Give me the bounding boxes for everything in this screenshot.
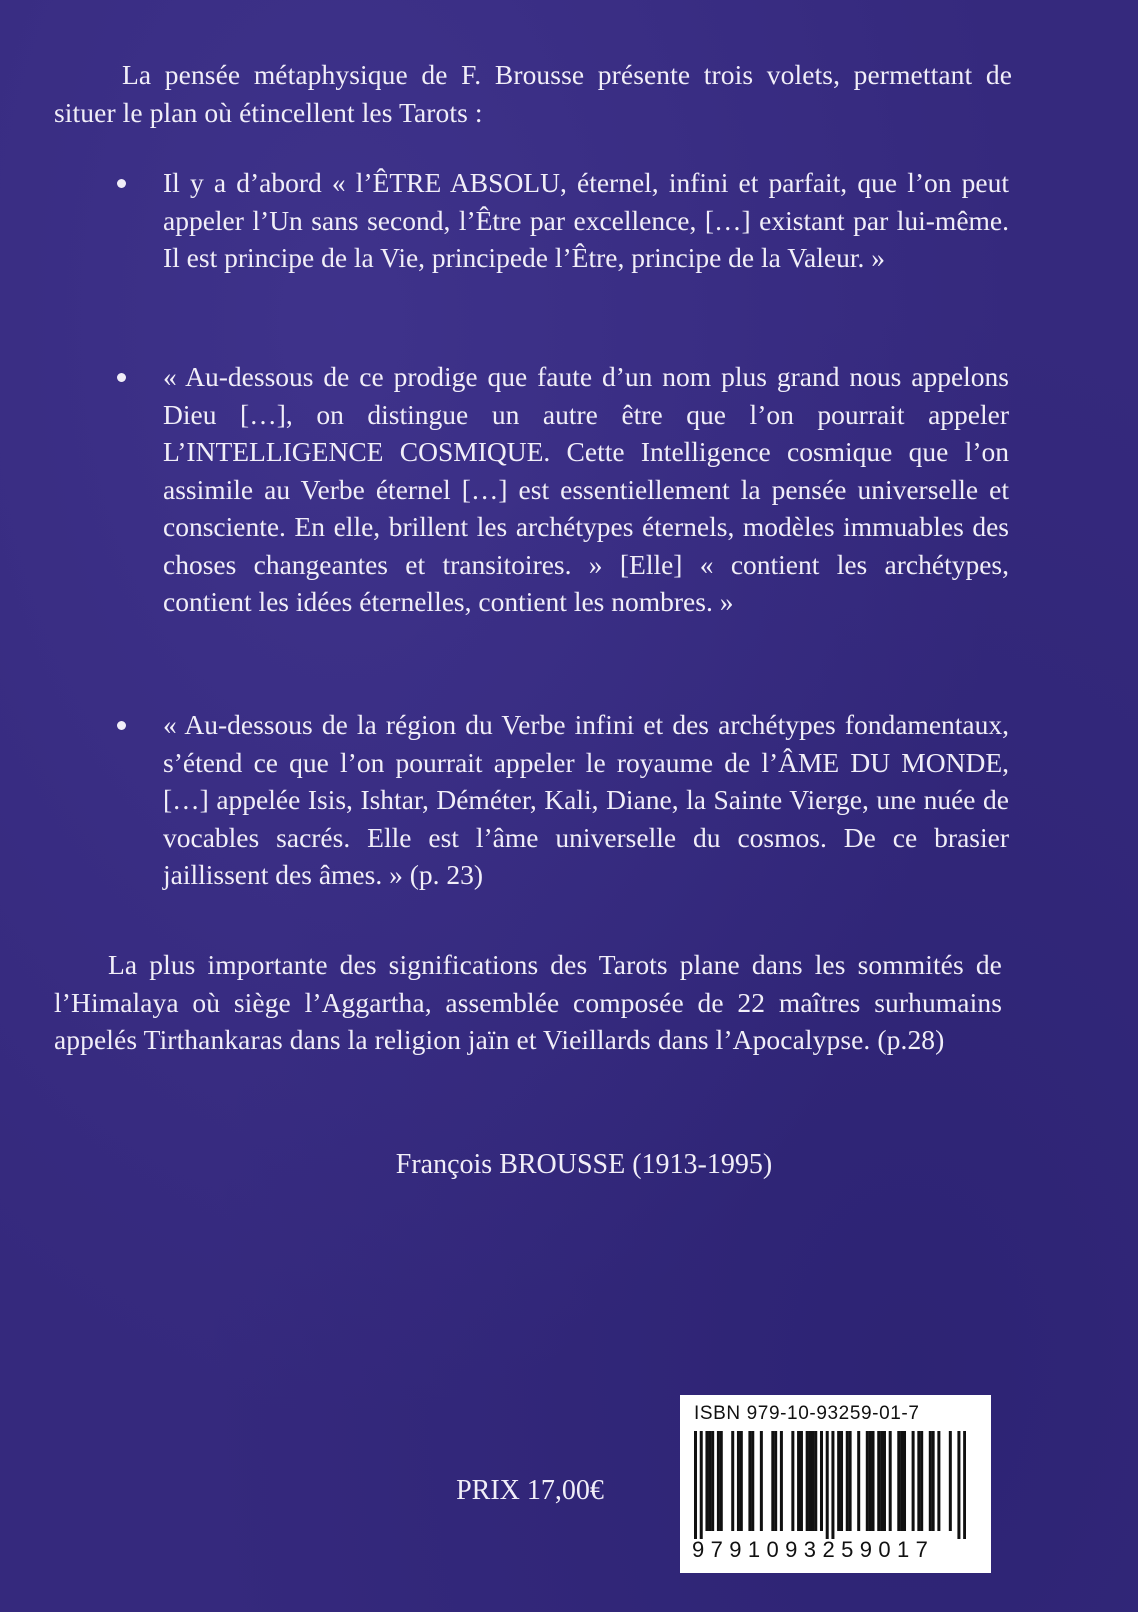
bullet-item-intelligence-cosmique: « Au-dessous de ce prodige que faute d’un nom plus grand nous appelons Dieu […], on distingue un autre être que l’on pourrait appeler L’INTELLIGENCE COSMIQUE. Cette Intelligence cosmique que l’on assimile au Verbe éternel […] est essentiellement la pensée universelle et consciente. En elle, brillent les archétypes éternels, modèles immuables des choses changeantes et transitoires. » [Elle] « contient les archétypes, contient les idées éternelles, contient les nombres. » — [163, 361, 1009, 617]
barcode-bar — [720, 1431, 723, 1531]
barcode-bar — [963, 1431, 966, 1539]
barcode-bar — [837, 1431, 840, 1531]
barcode-bar — [705, 1431, 708, 1531]
barcode-bar — [809, 1431, 812, 1531]
barcode-bar — [731, 1431, 734, 1531]
barcode-bar — [877, 1431, 880, 1531]
barcode-bar — [780, 1431, 783, 1531]
barcode-bar — [883, 1431, 886, 1531]
barcode-bar — [814, 1431, 817, 1531]
barcode-bar — [820, 1431, 823, 1531]
bullet-dot-2 — [117, 373, 126, 382]
barcode-bar — [889, 1431, 892, 1531]
barcode-bar — [771, 1431, 774, 1531]
barcode-bar — [806, 1431, 809, 1531]
barcode-bar — [797, 1431, 800, 1531]
barcode-bar — [912, 1431, 915, 1531]
barcode-bar — [748, 1431, 751, 1531]
bullet-dot-3 — [117, 721, 126, 730]
barcode-bar — [849, 1431, 852, 1531]
barcode-bar — [700, 1431, 703, 1539]
barcode-bar — [903, 1431, 906, 1531]
barcode-bars — [694, 1431, 966, 1539]
isbn-label: ISBN 979-10-93259-01-7 — [694, 1403, 920, 1424]
barcode-bar — [937, 1431, 940, 1531]
barcode-bar — [708, 1431, 711, 1531]
barcode-bar — [929, 1431, 932, 1531]
barcode-bar — [880, 1431, 883, 1531]
barcode-bar — [872, 1431, 875, 1531]
barcode-bar — [866, 1431, 869, 1531]
barcode-bar — [791, 1431, 794, 1531]
barcode-bar — [711, 1431, 714, 1531]
barcode-bar — [774, 1431, 777, 1531]
barcode-bar — [957, 1431, 960, 1539]
barcode-bar — [811, 1431, 814, 1531]
ean-digits: 9791093259017 — [692, 1537, 935, 1562]
barcode-bar — [900, 1431, 903, 1531]
bullet-item-ame-du-monde: « Au-dessous de la région du Verbe infini et des archétypes fondamentaux, s’étend ce que l’on pourrait appeler le royaume de l’ÂME DU MONDE, […] appelée Isis, Ishtar, Déméter, Kali, Diane, la Sainte Vierge, une nuée de vocables sacrés. Elle est l’âme universelle du cosmos. De ce brasier jaillissent des âmes. » (p. 23) — [163, 709, 1009, 890]
bullet-dot-1 — [117, 179, 126, 188]
barcode-bar — [857, 1431, 860, 1531]
barcode-bar — [917, 1431, 920, 1531]
barcode-bar — [869, 1431, 872, 1531]
barcode-bar — [694, 1431, 697, 1539]
barcode-bar — [932, 1431, 935, 1531]
barcode-bar — [826, 1431, 829, 1539]
barcode-bar — [737, 1431, 740, 1531]
bullet-item-etre-absolu: Il y a d’abord « l’ÊTRE ABSOLU, éternel, infini et parfait, que l’on peut appeler l’Un sans second, l’Être par excellence, […] existant par lui-même. Il est principe de la Vie, principede l’Être, principe de la Valeur. » — [163, 167, 1009, 273]
barcode-bar — [840, 1431, 843, 1531]
barcode-bar — [831, 1431, 834, 1539]
barcode-bar — [800, 1431, 803, 1531]
barcode-bar — [920, 1431, 923, 1531]
isbn-barcode — [680, 1395, 991, 1573]
barcode-bar — [740, 1431, 743, 1531]
barcode-bar — [717, 1431, 720, 1531]
barcode-bar — [760, 1431, 763, 1531]
barcode-bar — [751, 1431, 754, 1531]
price-label: PRIX 17,00€ — [456, 1475, 604, 1506]
barcode-bar — [949, 1431, 952, 1531]
intro-paragraph: La pensée métaphysique de F. Brousse présente trois volets, permettant de situer le plan où étincellent les Tarots : — [54, 59, 1012, 128]
author-credit: François BROUSSE (1913-1995) — [395, 1149, 773, 1180]
closing-paragraph: La plus importante des significations des Tarots plane dans les sommités de l’Himalaya où siège l’Aggartha, assemblée composée de 22 maîtres surhumains appelés Tirthankaras dans la religion jaïn et Vieillards dans l’Apocalypse. (p.28) — [54, 949, 1002, 1055]
barcode-bar — [846, 1431, 849, 1531]
barcode-bar — [897, 1431, 900, 1531]
